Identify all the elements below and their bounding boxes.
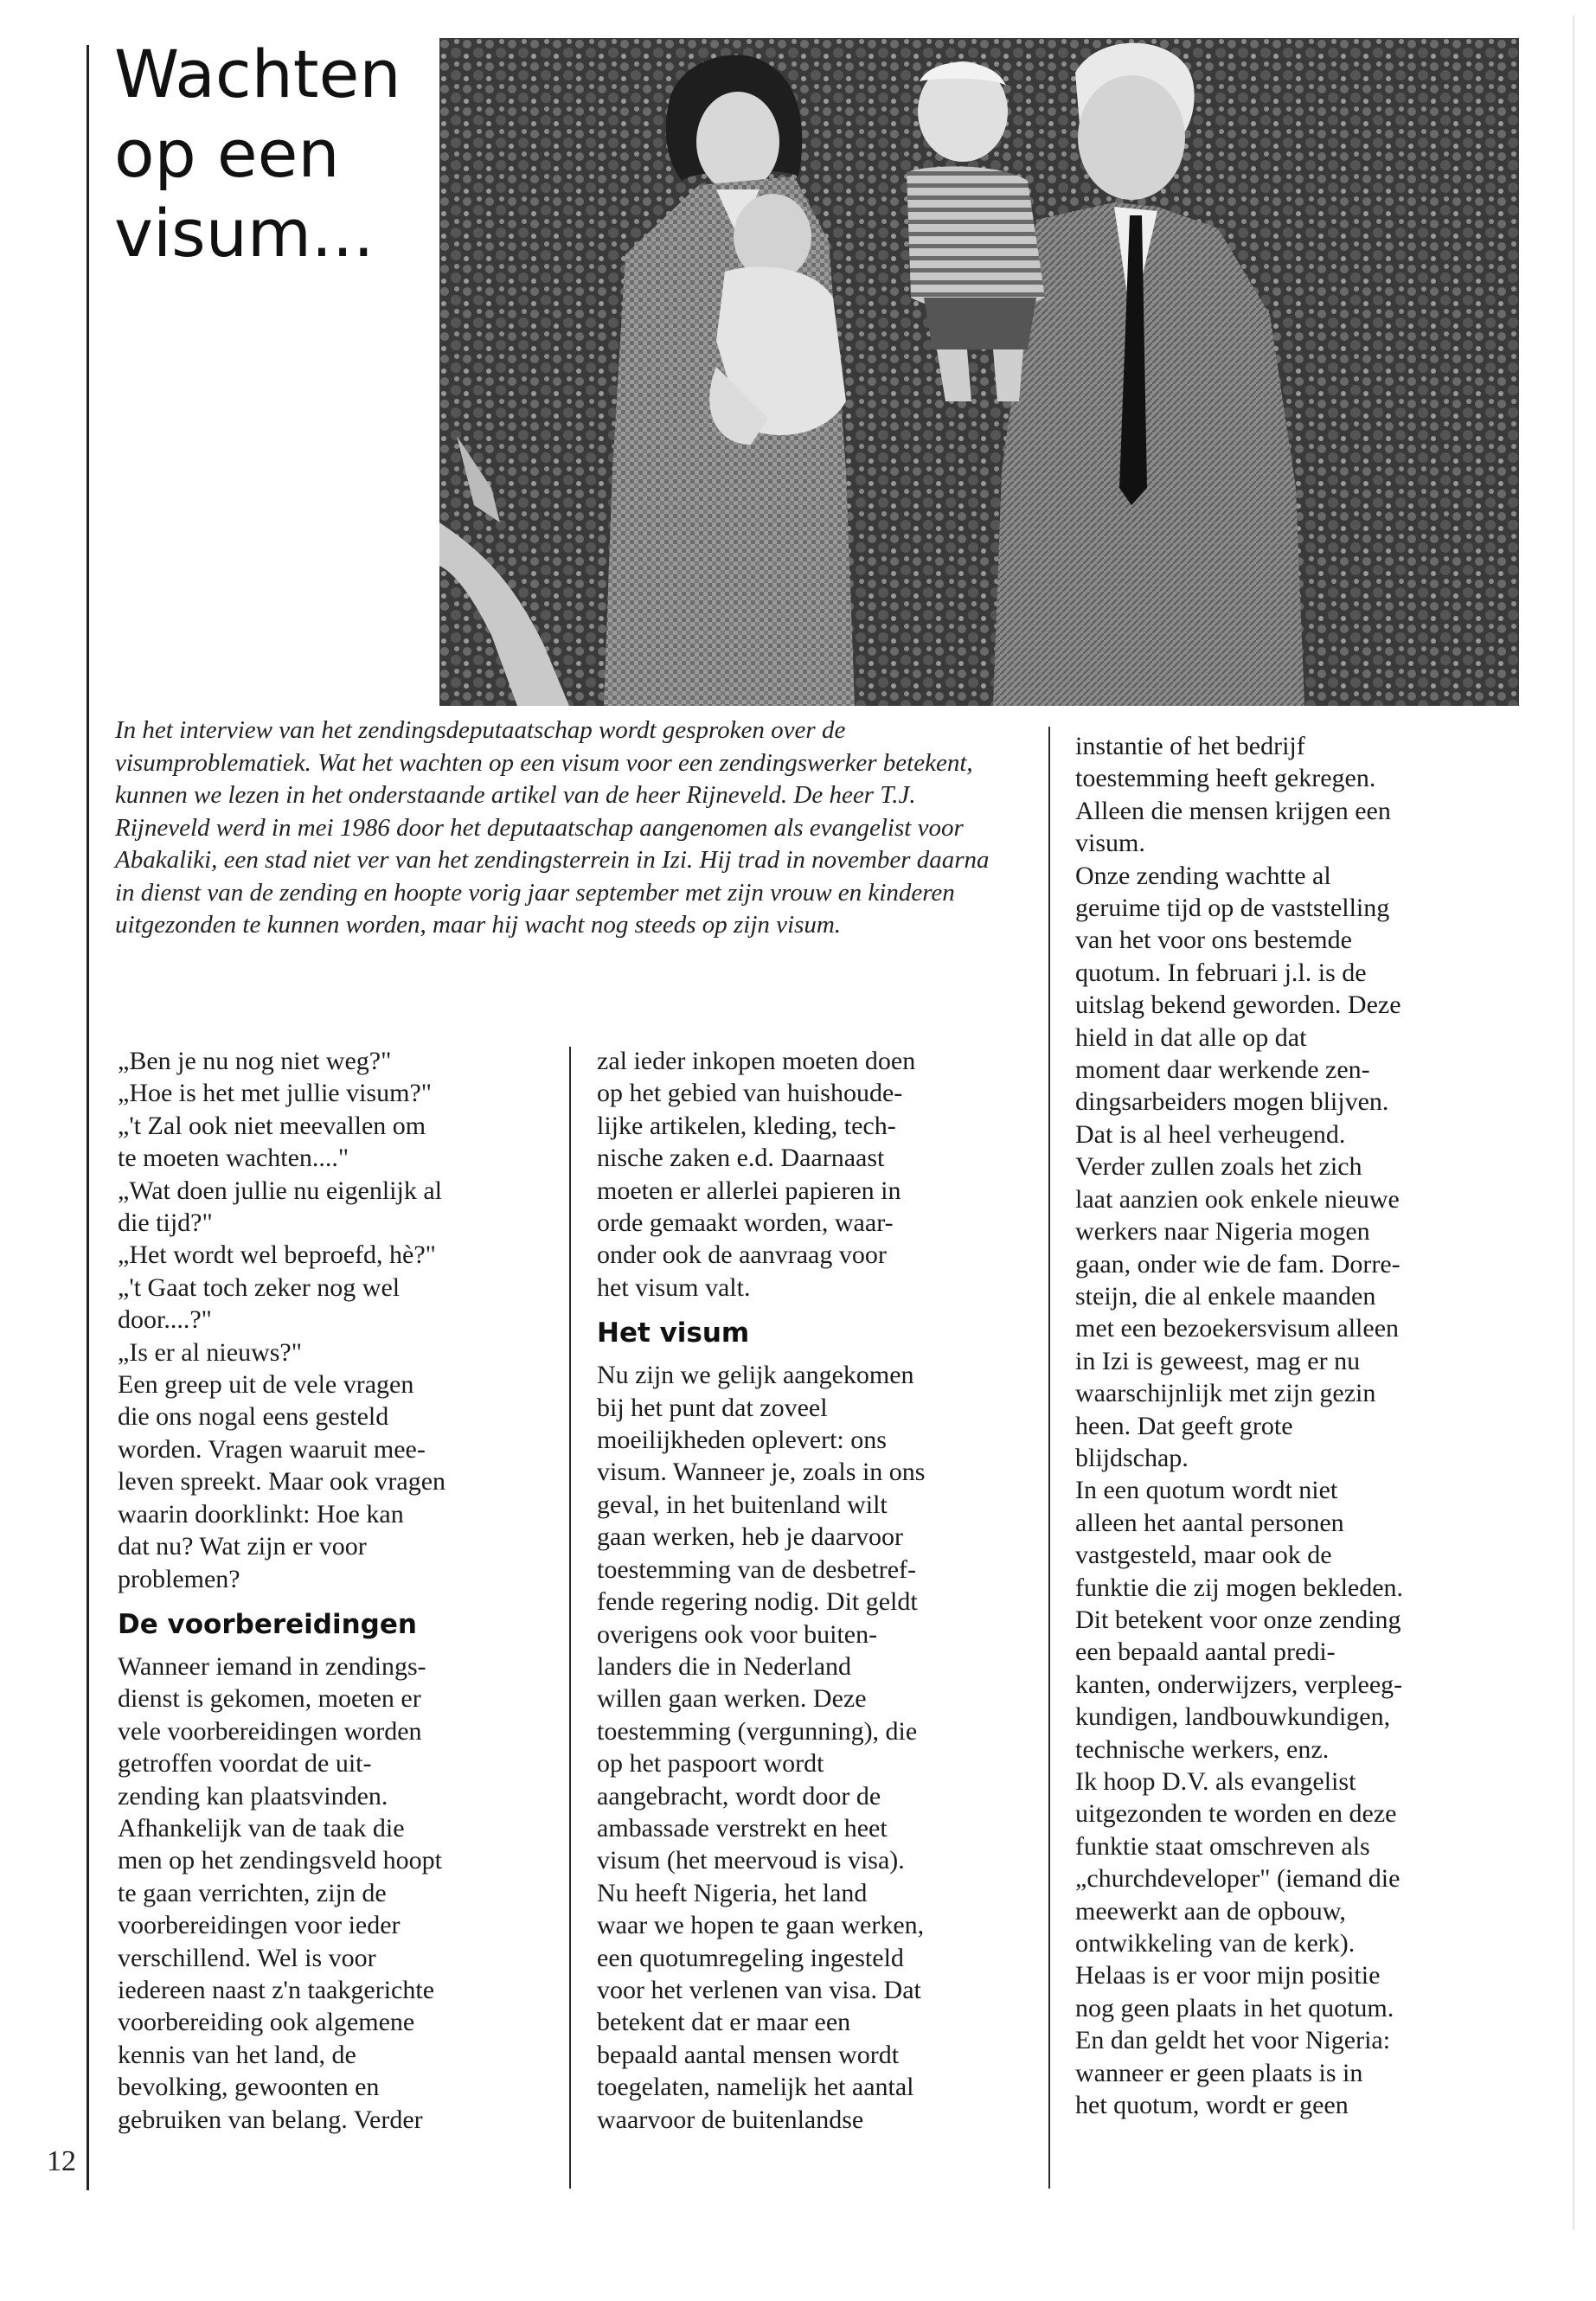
column-3 [1075,730,1534,2121]
article-intro: In het interview van het zendingsdeputaatschap wordt gesproken over de visumproblematiek. Wat het wachten op een visum voor een zendingswerker betekent, kunnen we lezen in het onderstaande artikel van de heer Rijneveld. De heer T.J. Rijneveld werd in mei 1986 door het deputaatschap aangenomen als evangelist voor Abakaliki, een stad niet ver van het zendingsterrein in Izi. Hij trad in november daarna in dienst van de zending en hoopte vorig jaar september met zijn vrouw en kinderen uitgezonden te kunnen worden, maar hij wacht nog steeds op zijn visum. [115,716,990,939]
title-line-1: Wachten [114,35,401,112]
column-rule-1 [569,1047,571,2189]
heading-visum: Het visum [597,1317,750,1349]
column-rule-2 [1048,727,1050,2189]
column-1 [118,1045,542,2136]
visum-paragraph: Nu zijn we gelijk aangekomen bij het punt dat zoveel moeilijkheden oplevert: ons visum. Wanneer je, zoals in ons geval, in het buitenland wilt gaan werken, heb je daarvoor toestemming van de desbetref- fende regering nodig. Dit geldt overigens ook voor buiten- landers die in Nederland willen gaan werken. Deze toestemming (vergunning), die op het paspoort wordt aangebracht, wordt door de ambassade verstrekt en heet visum (het meervoud is visa). Nu heeft Nigeria, het land waar we hopen te gaan werken, een quotumregeling ingesteld voor het verlenen van visa. Dat betekent dat er maar een bepaald aantal mensen wordt toegelaten, namelijk het aantal waarvoor de buitenlandse [597,1361,926,2134]
title-line-3: visum... [114,195,375,272]
voorbereidingen-paragraph: Wanneer iemand in zendings- dienst is gekomen, moeten er vele voorbereidingen worden getroffen voordat de uit- zending kan plaatsvinden. Afhankelijk van de taak die men op het zendingsveld hoopt te gaan verrichten, zijn de voorbereidingen voor ieder verschillend. Wel is voor iedereen naast z'n taakgerichte voorbereiding ook algemene kennis van het land, de bevolking, gewoonten en gebruiken van belang. Verder [118,1651,442,2134]
questions-paragraph: „Ben je nu nog niet weg?" „Hoe is het met jullie visum?" „'t Zal ook niet meevallen om te moeten wachten...." „Wat doen jullie nu eigenlijk al die tijd?" „Het wordt wel beproefd, hè?" „'t Gaat toch zeker nog wel door....?" „Is er al nieuws?" Een greep uit de vele vragen die ons nogal eens gesteld worden. Vragen waaruit mee- leven spreekt. Maar ook vragen waarin doorklinkt: Hoe kan dat nu? Wat zijn er voor problemen? [118,1047,446,1593]
left-vertical-rule [87,45,89,2190]
column-2 [597,1045,1021,2136]
family-photo [439,38,1519,706]
quotum-paragraph: instantie of het bedrijf toestemming heeft gekregen. Alleen die mensen krijgen een visum. Onze zending wachtte al geruime tijd op de vaststelling van het voor ons bestemde quotum. In februari j.l. is de uitslag bekend geworden. Deze hield in dat alle op dat moment daar werkende zen- dingsarbeiders mogen blijven. Dat is al heel verheugend. Verder zullen zoals het zich laat aanzien ook enkele nieuwe werkers naar Nigeria mogen gaan, onder wie de fam. Dorre- steijn, die al enkele maanden met een bezoekersvisum alleen in Izi is geweest, mag er nu waarschijnlijk met zijn gezin heen. Dat geeft grote blijdschap. In een quotum wordt niet alleen het aantal personen vastgesteld, maar ook de funktie die zij mogen bekleden. Dit betekent voor onze zending een bepaald aantal predi- kanten, onderwijzers, verpleeg- kundigen, landbouwkundigen, technische werkers, enz. Ik hoop D.V. als evangelist uitgezonden te worden en deze funktie staat omschreven als „churchdeveloper" (iemand die meewerkt aan de opbouw, ontwikkeling van de kerk). Helaas is er voor mijn positie nog geen plaats in het quotum. En dan geldt het voor Nigeria: wanneer er geen plaats is in het quotum, wordt er geen [1075,732,1404,2120]
right-page-edge [1573,16,1574,2230]
title-line-2: op een [114,115,340,192]
page-number: 12 [47,2145,76,2177]
heading-voorbereidingen: De voorbereidingen [118,1608,417,1640]
family-photo-illustration [439,38,1519,706]
article-title [114,35,443,273]
preparations-continued-paragraph: zal ieder inkopen moeten doen op het gebied van huishoude- lijke artikelen, kleding, tech- nische zaken e.d. Daarnaast moeten er allerlei papieren in orde gemaakt worden, waar- onder ook de aanvraag voor het visum valt. [597,1047,916,1302]
